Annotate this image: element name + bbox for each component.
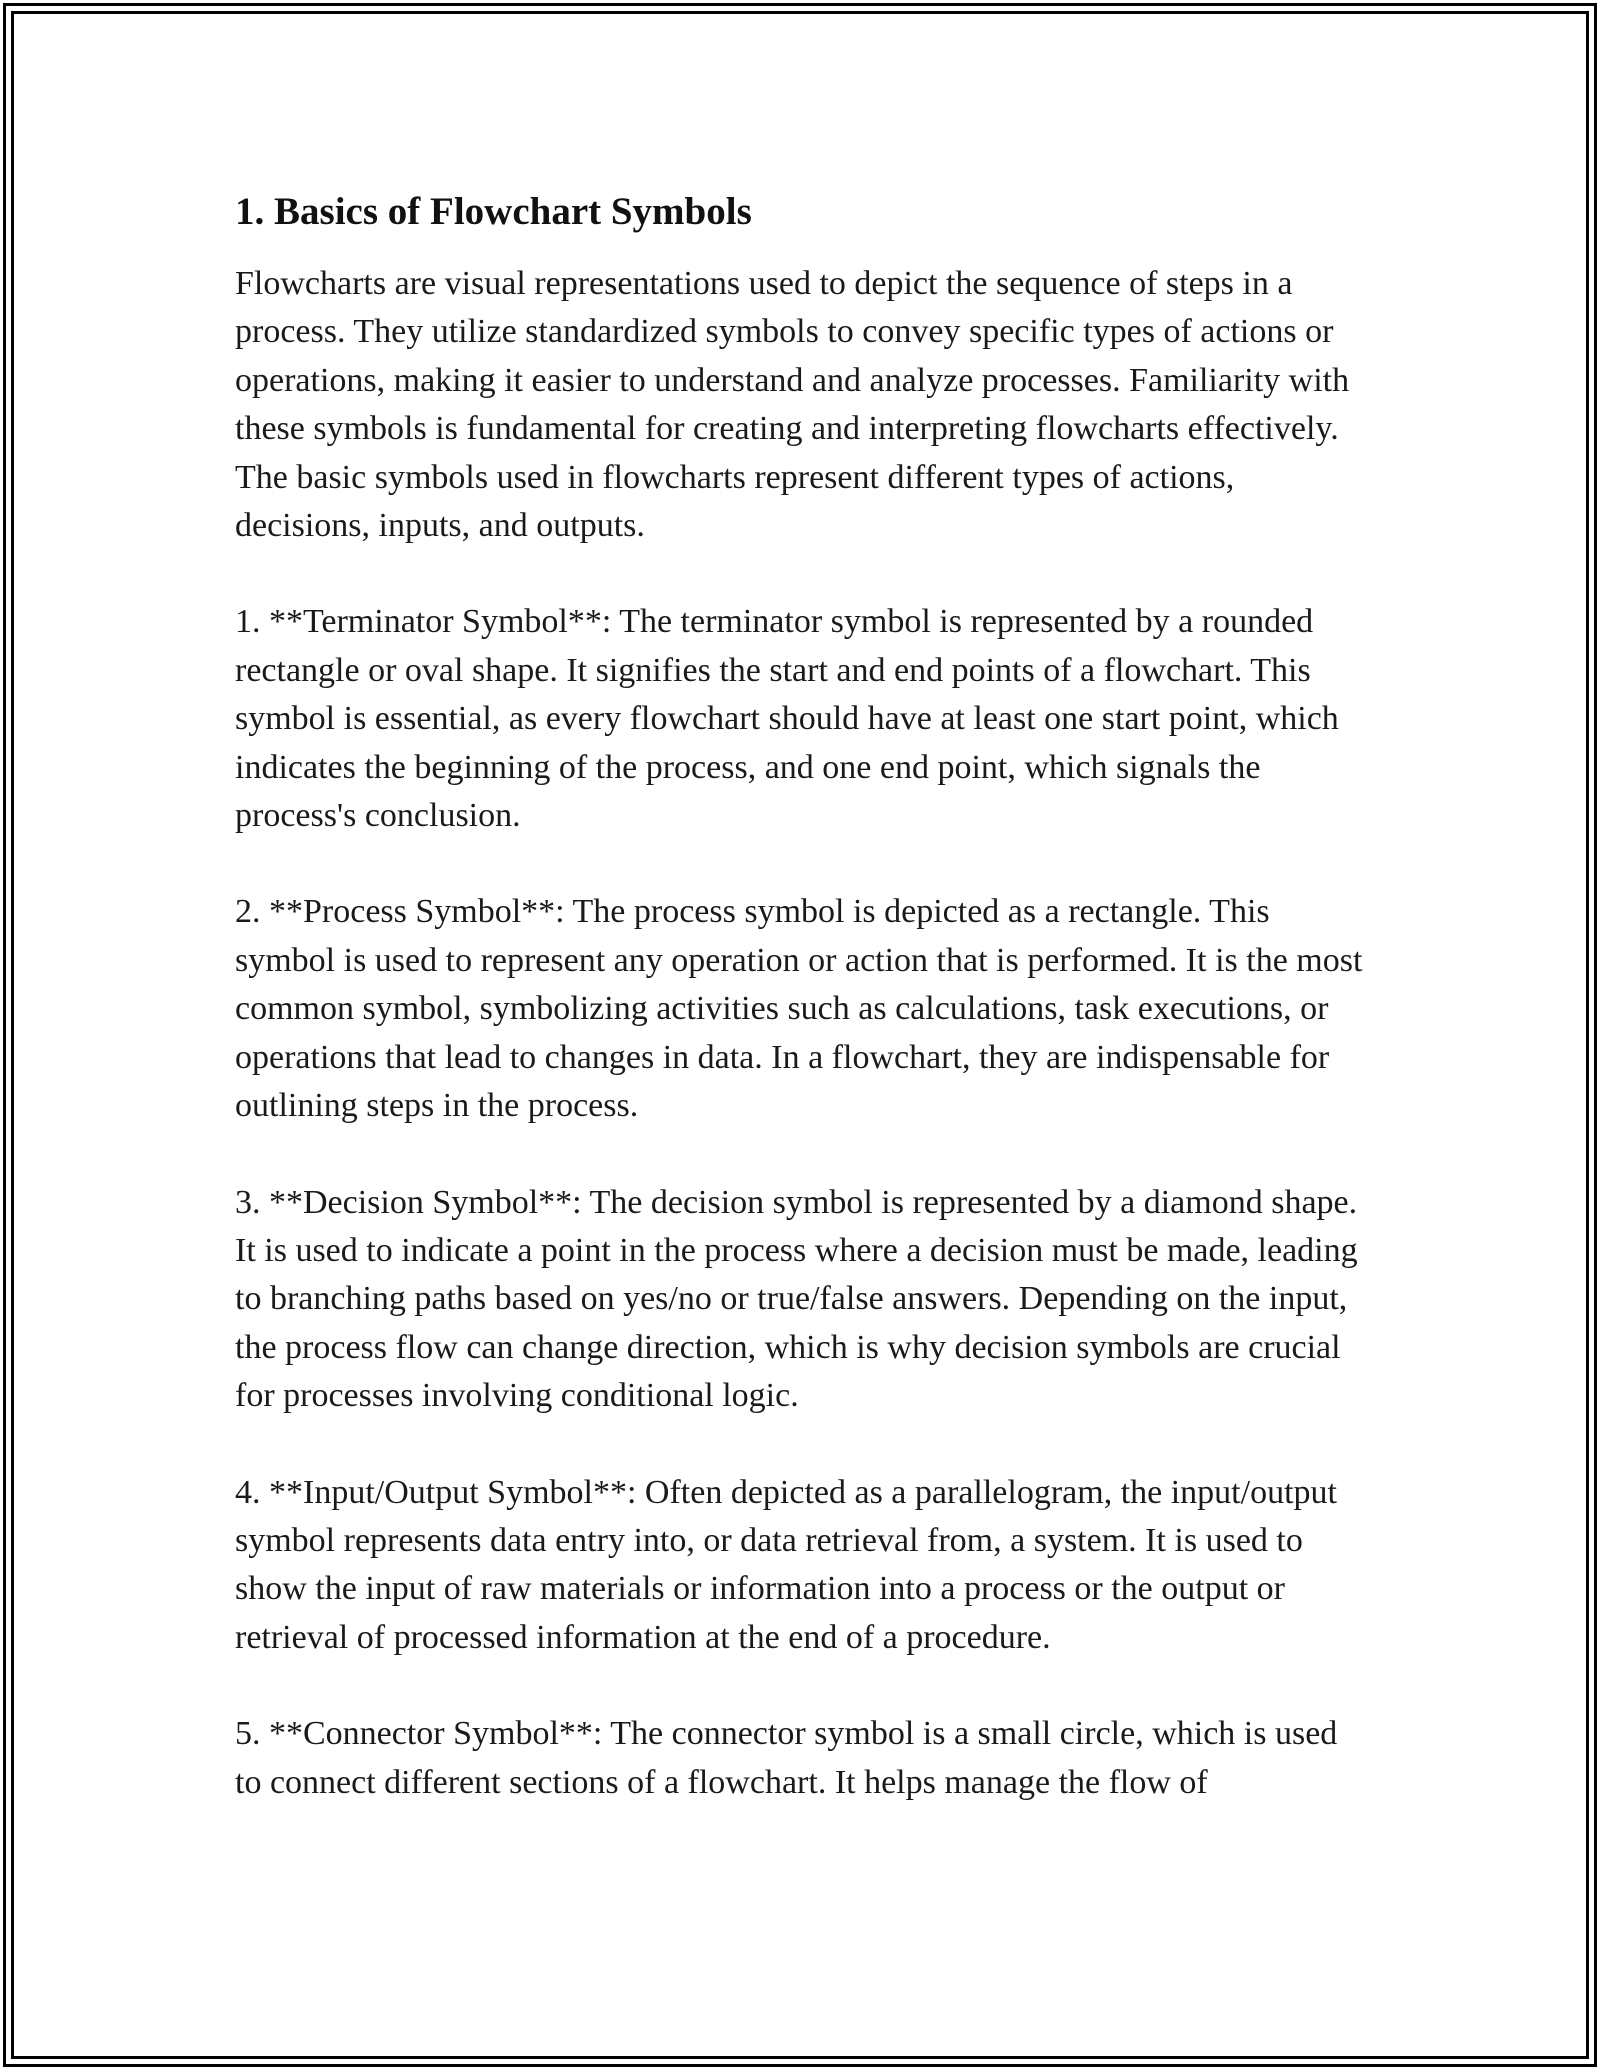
terminator-symbol-paragraph: 1. **Terminator Symbol**: The terminator symbol is represented by a rounded rectangle or oval shape. It signifies the start and end points of a flowchart. This symbol is essential, as every flowchart should have at least one start point, which indicates the beginning of the process, and one end point, which signals the process's conclusion.	[235, 603, 1339, 835]
connector-symbol-paragraph: 5. **Connector Symbol**: The connector symbol is a small circle, which is used to connect different sections of a flowchart. It helps manage the flow of	[235, 1715, 1338, 1801]
process-symbol-paragraph: 2. **Process Symbol**: The process symbol is depicted as a rectangle. This symbol is used to represent any operation or action that is performed. It is the most common symbol, symbolizing activities such as calculations, task executions, or operations that lead to changes in data. In a flowchart, they are indispensable for outlining steps in the process.	[235, 893, 1363, 1125]
decision-symbol-paragraph: 3. **Decision Symbol**: The decision symbol is represented by a diamond shape. It is used to indicate a point in the process where a decision must be made, leading to branching paths based on yes/no or true/false answers. Depending on the input, the process flow can change direction, which is why decision symbols are crucial for processes involving conditional logic.	[235, 1183, 1358, 1415]
document-body	[235, 186, 1370, 1855]
section-heading: 1. Basics of Flowchart Symbols	[235, 190, 752, 233]
intro-paragraph: Flowcharts are visual representations used to depict the sequence of steps in a process. They utilize standardized symbols to convey specific types of actions or operations, making it easier to understand and analyze processes. Familiarity with these symbols is fundamental for creating and interpreting flowcharts effectively. The basic symbols used in flowcharts represent different types of actions, decisions, inputs, and outputs.	[235, 265, 1350, 545]
input-output-symbol-paragraph: 4. **Input/Output Symbol**: Often depicted as a parallelogram, the input/output symbol represents data entry into, or data retrieval from, a system. It is used to show the input of raw materials or information into a process or the output or retrieval of processed information at the end of a procedure.	[235, 1473, 1337, 1656]
